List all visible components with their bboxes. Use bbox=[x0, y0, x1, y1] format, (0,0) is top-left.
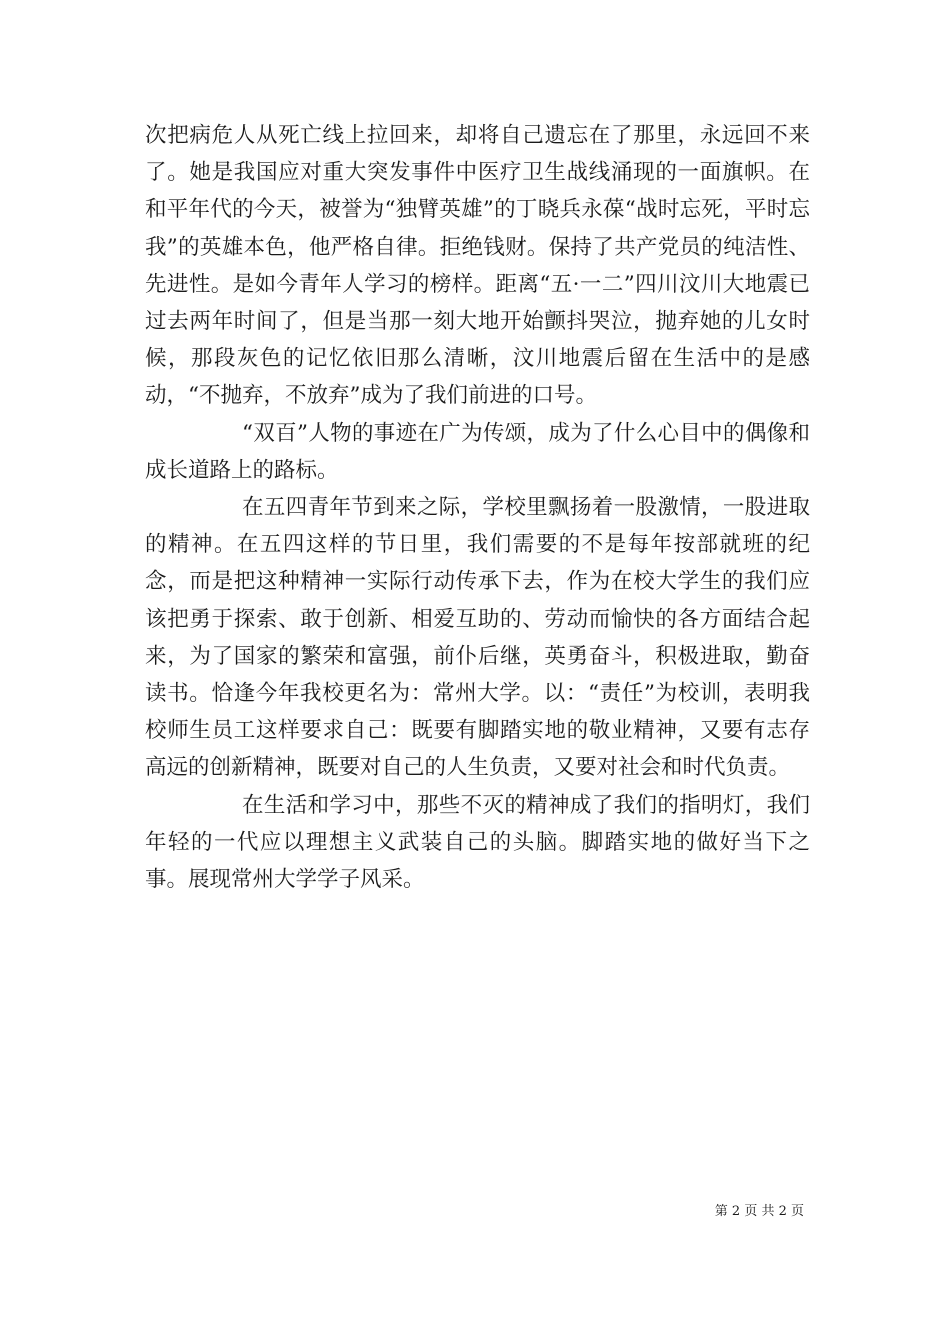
paragraph-conclusion: 在生活和学习中，那些不灭的精神成了我们的指明灯，我们年轻的一代应以理想主义武装自己的头脑。脚踏实地的做好当下之事。展现常州大学学子风采。 bbox=[145, 792, 810, 893]
paragraph-double-hundred: “双百”人物的事迹在广为传颂，成为了什么心目中的偶像和成长道路上的路标。 bbox=[145, 420, 810, 483]
paragraph-may-fourth: 在五四青年节到来之际，学校里飘扬着一股激情，一股进取的精神。在五四这样的节日里，我们需要的不是每年按部就班的纪念，而是把这种精神一实际行动传承下去，作为在校大学生的我们应该把勇于探索、敢于创新、相爱互助的、劳动而愉快的各方面结合起来，为了国家的繁荣和富强，前仆后继，英勇奋斗，积极进取，勤奋读书。恰逢今年我校更名为：常州大学。以：“责任”为校训，表明我校师生员工这样要求自己：既要有脚踏实地的敬业精神，又要有志存高远的创新精神，既要对自己的人生负责，又要对社会和时代负责。 bbox=[145, 495, 810, 781]
document-body bbox=[145, 117, 810, 898]
page-number-footer: 第 2 页 共 2 页 bbox=[714, 1204, 804, 1219]
paragraph-continued: 次把病危人从死亡线上拉回来，却将自己遗忘在了那里，永远回不来了。她是我国应对重大突发事件中医疗卫生战线涌现的一面旗帜。在和平年代的今天，被誉为“独臂英雄”的丁晓兵永葆“战时忘死，平时忘我”的英雄本色，他严格自律。拒绝钱财。保持了共产党员的纯洁性、先进性。是如今青年人学习的榜样。距离“五·一二”四川汶川大地震已过去两年时间了，但是当那一刻大地开始颤抖哭泣，抛弃她的儿女时候，那段灰色的记忆依旧那么清晰，汶川地震后留在生活中的是感动，“不抛弃，不放弃”成为了我们前进的口号。 bbox=[145, 123, 810, 409]
